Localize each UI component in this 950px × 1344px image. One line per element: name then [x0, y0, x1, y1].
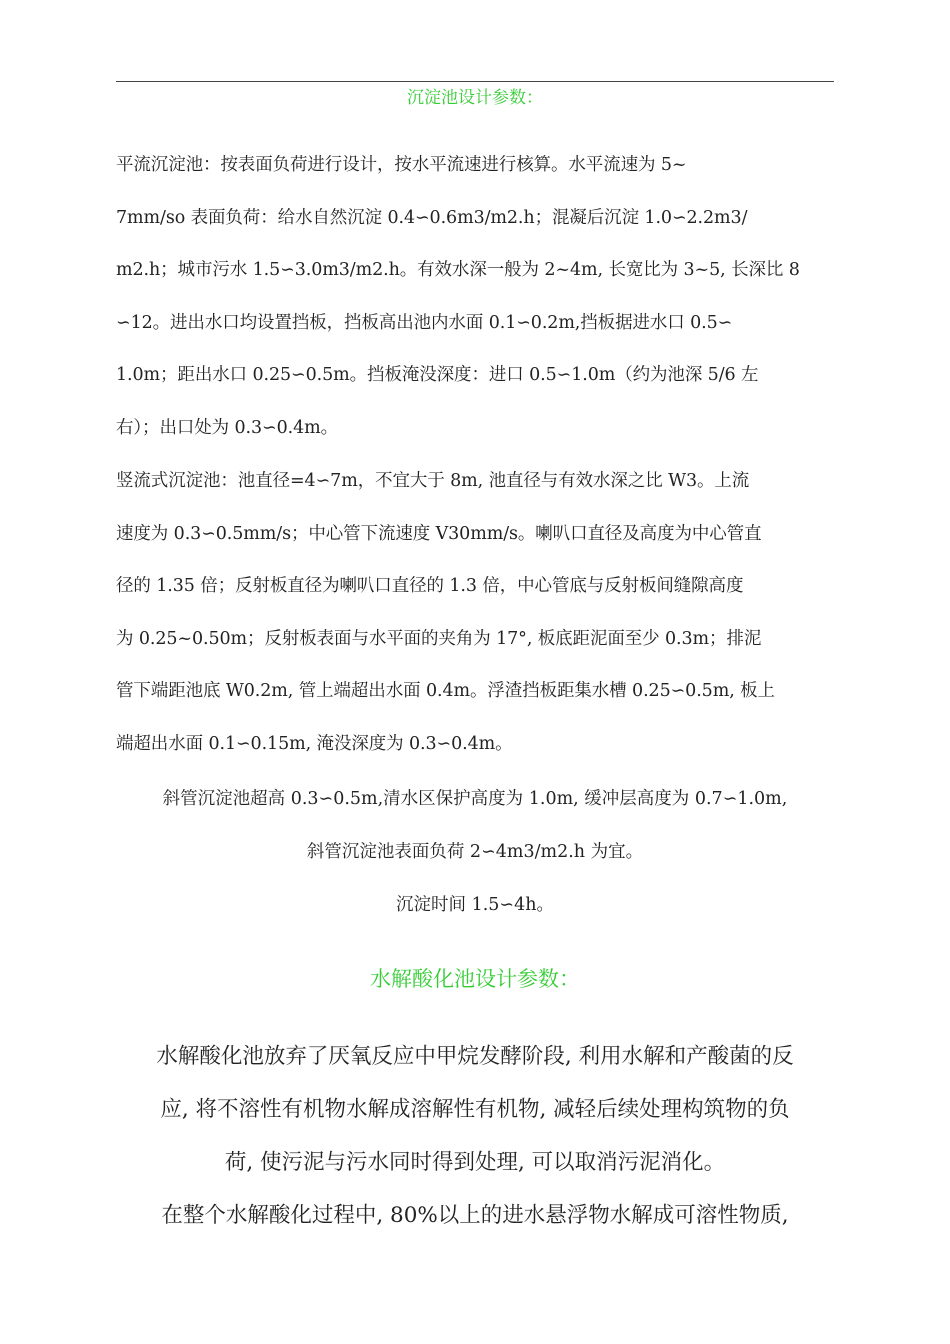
paragraph-vertical-flow-tank	[116, 455, 834, 770]
inclined-tube-line-1: 斜管沉淀池超高 0.3∽0.5m,清水区保护高度为 1.0m, 缓冲层高度为 0.7∽1.0m,	[162, 789, 788, 809]
header-rule	[116, 81, 834, 82]
hydrolysis-line-4: 在整个水解酸化过程中, 80%以上的进水悬浮物水解成可溶性物质,	[161, 1203, 789, 1228]
hydrolysis-line-1: 水解酸化池放弃了厌氧反应中甲烷发酵阶段, 利用水解和产酸菌的反	[156, 1044, 794, 1069]
text-line: 速度为 0.3∽0.5mm/s；中心管下流速度 V30mm/s。喇叭口直径及高度为中心管直	[116, 523, 762, 544]
text-line: 为 0.25~0.50m；反射板表面与水平面的夹角为 17°, 板底距泥面至少 0.3m；排泥	[116, 628, 762, 649]
section-title-hydrolysis: 水解酸化池设计参数：	[370, 967, 580, 991]
text-line: 端超出水面 0.1∽0.15m, 淹没深度为 0.3∽0.4m。	[116, 733, 513, 754]
text-line: 右）；出口处为 0.3∽0.4m。	[116, 417, 339, 438]
paragraph-horizontal-flow-tank	[116, 139, 834, 454]
text-line: 径的 1.35 倍；反射板直径为喇叭口直径的 1.3 倍，中心管底与反射板间缝隙高度	[116, 576, 744, 596]
inclined-tube-line-2: 斜管沉淀池表面负荷 2∽4m3/m2.h 为宜。	[306, 842, 644, 862]
text-line: 管下端距池底 W0.2m, 管上端超出水面 0.4m。浮渣挡板距集水槽 0.25∽0.5m, 板上	[116, 681, 775, 701]
settling-time-line: 沉淀时间 1.5∽4h。	[396, 895, 554, 915]
text-line: m2.h；城市污水 1.5∽3.0m3/m2.h。有效水深一般为 2~4m, 长宽比为 3~5, 长深比 8	[116, 260, 800, 280]
text-line: 1.0m；距出水口 0.25∽0.5m。挡板淹没深度：进口 0.5∽1.0m（约为池深 5/6 左	[116, 365, 759, 385]
text-line: 竖流式沉淀池：池直径=4∽7m，不宜大于 8m, 池直径与有效水深之比 W3。上流	[116, 471, 750, 491]
text-line: 平流沉淀池：按表面负荷进行设计，按水平流速进行核算。水平流速为 5~	[116, 155, 687, 175]
text-line: 7mm/so 表面负荷：给水自然沉淀 0.4∽0.6m3/m2.h；混凝后沉淀 1.0∽2.2m3/	[116, 207, 748, 228]
section-title-sedimentation: 沉淀池设计参数：	[407, 88, 543, 108]
hydrolysis-line-3: 荷, 使污泥与污水同时得到处理, 可以取消污泥消化。	[224, 1150, 726, 1175]
text-line: ∽12。进出水口均设置挡板，挡板高出池内水面 0.1∽0.2m,挡板据进水口 0.5∽	[116, 312, 733, 333]
hydrolysis-line-2: 应, 将不溶性有机物水解成溶解性有机物, 减轻后续处理构筑物的负	[160, 1097, 790, 1122]
